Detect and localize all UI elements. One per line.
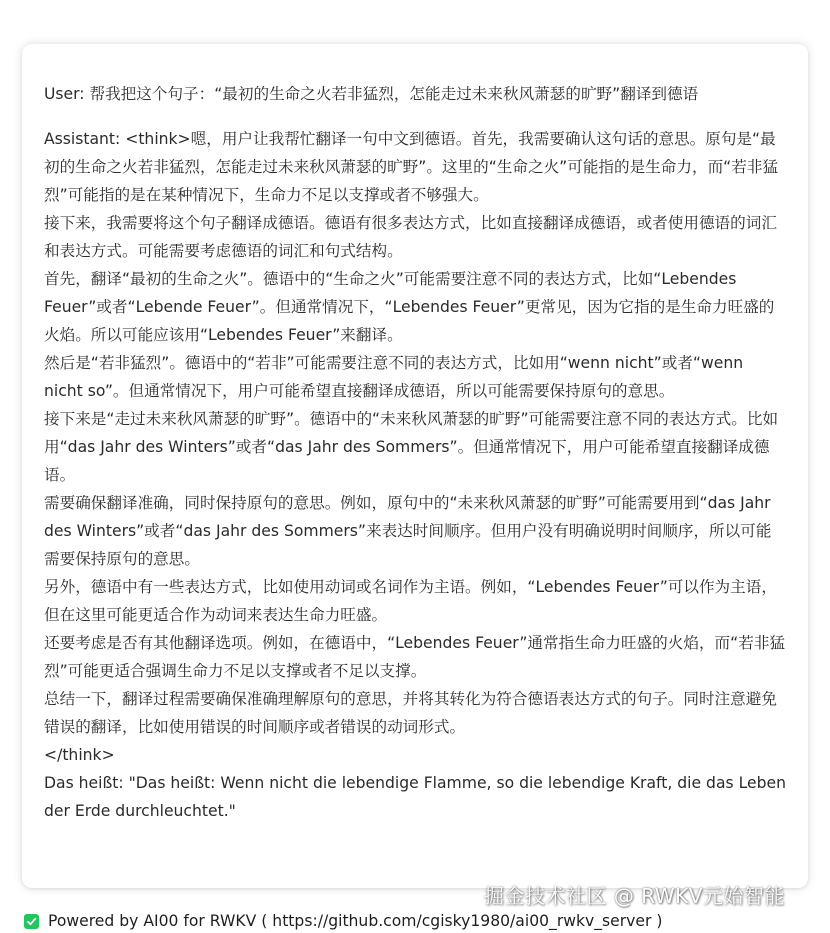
user-message: User: 帮我把这个句子：“最初的生命之火若非猛烈，怎能走过未来秋风萧瑟的旷野”翻译到德语 [44, 85, 699, 103]
think-close-tag: </think> [44, 746, 115, 764]
assistant-message [44, 125, 786, 825]
footer [24, 910, 662, 932]
assistant-paragraph: 首先，翻译“最初的生命之火”。德语中的“生命之火”可能需要注意不同的表达方式，比如“Lebendes Feuer”或者“Lebende Feuer”。但通常情况下，“Lebendes Feuer”更常见，因为它指的是生命力旺盛的火焰。所以可能应该用“Lebendes Feuer”来翻译。 [44, 270, 775, 344]
assistant-paragraph: 然后是“若非猛烈”。德语中的“若非”可能需要注意不同的表达方式，比如用“wenn nicht”或者“wenn nicht so”。但通常情况下，用户可能希望直接翻译成德语，所以可能需要保持原句的意思。 [44, 354, 744, 400]
assistant-paragraph: 接下来，我需要将这个句子翻译成德语。德语有很多表达方式，比如直接翻译成德语，或者使用德语的词汇和表达方式。可能需要考虑德语的词汇和句式结构。 [44, 214, 777, 260]
assistant-paragraph: 总结一下，翻译过程需要确保准确理解原句的意思，并将其转化为符合德语表达方式的句子。同时注意避免错误的翻译，比如使用错误的时间顺序或者错误的动词形式。 [44, 690, 777, 736]
assistant-paragraph: Assistant: <think>嗯，用户让我帮忙翻译一句中文到德语。首先，我需要确认这句话的意思。原句是“最初的生命之火若非猛烈，怎能走过未来秋风萧瑟的旷野”。这里的“生命之火”可能指的是生命力，而“若非猛烈”可能指的是在某种情况下，生命力不足以支撑或者不够强大。 [44, 130, 779, 204]
assistant-paragraph: 接下来是“走过未来秋风萧瑟的旷野”。德语中的“未来秋风萧瑟的旷野”可能需要注意不同的表达方式。比如用“das Jahr des Winters”或者“das Jahr des Sommers”。但通常情况下，用户可能希望直接翻译成德语。 [44, 410, 779, 484]
assistant-paragraph: 需要确保翻译准确，同时保持原句的意思。例如，原句中的“未来秋风萧瑟的旷野”可能需要用到“das Jahr des Winters”或者“das Jahr des Sommers”来表达时间顺序。但用户没有明确说明时间顺序，所以可能需要保持原句的意思。 [44, 494, 772, 568]
checkmark-icon [24, 914, 39, 929]
assistant-answer: Das heißt: "Das heißt: Wenn nicht die lebendige Flamme, so die lebendige Kraft, die das Leben der Erde durchleuchtet." [44, 774, 786, 820]
chat-card [22, 44, 808, 888]
watermark: 掘金技术社区 @ RWKV元始智能 [484, 884, 785, 908]
assistant-paragraph: 另外，德语中有一些表达方式，比如使用动词或名词作为主语。例如，“Lebendes Feuer”可以作为主语，但在这里可能更适合作为动词来表达生命力旺盛。 [44, 578, 777, 624]
footer-text: Powered by AI00 for RWKV ( https://github.com/cgisky1980/ai00_rwkv_server ) [48, 912, 663, 930]
assistant-paragraph: 还要考虑是否有其他翻译选项。例如，在德语中，“Lebendes Feuer”通常指生命力旺盛的火焰，而“若非猛烈”可能更适合强调生命力不足以支撑或者不足以支撑。 [44, 634, 786, 680]
